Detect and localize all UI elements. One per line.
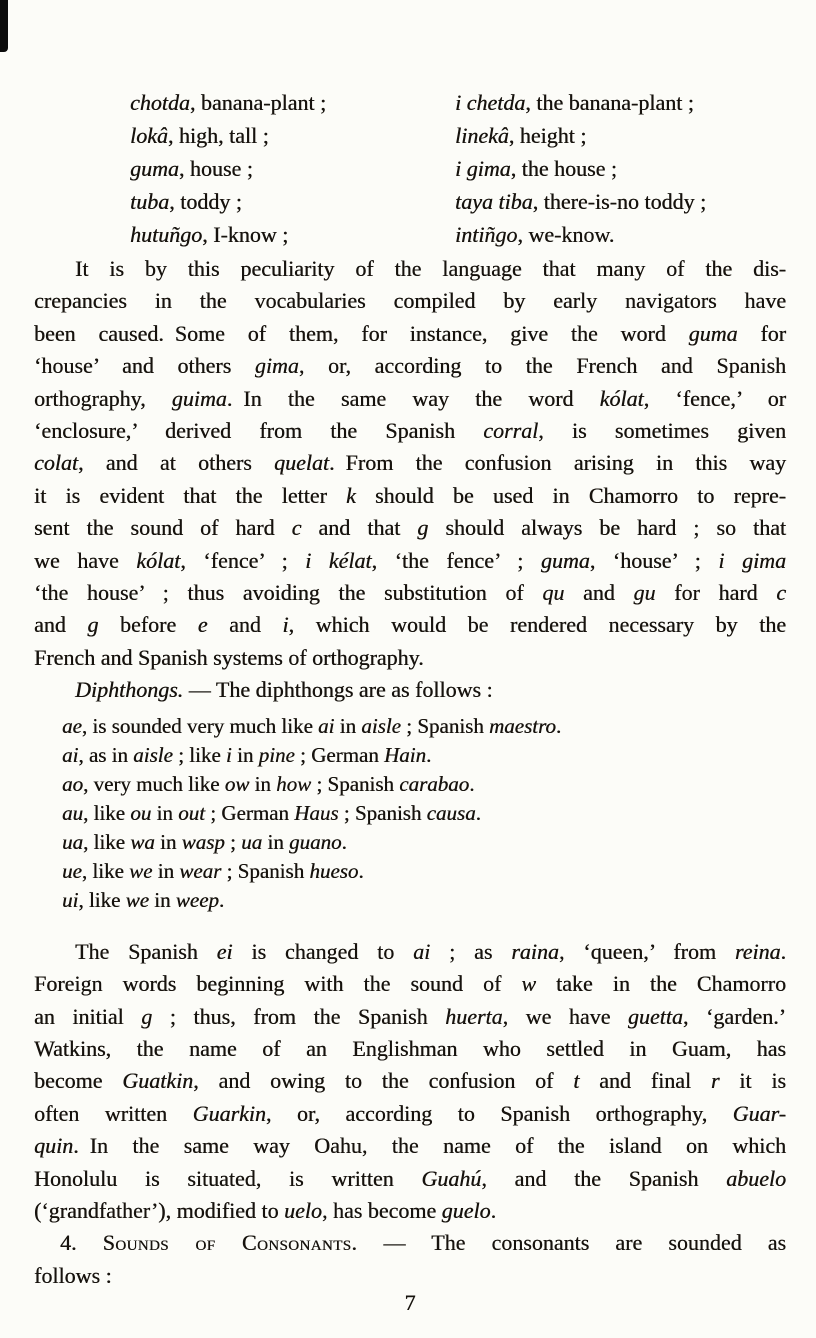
text-segment: , has become	[321, 1197, 442, 1223]
text-line	[34, 1065, 786, 1097]
text-segment: gima	[254, 353, 299, 379]
text-segment: . From the confusion arising in this way	[329, 450, 786, 476]
text-line	[34, 1033, 786, 1065]
text-segment: ; as	[430, 938, 512, 964]
text-segment: in	[231, 742, 259, 767]
text-segment: lokâ	[130, 123, 168, 148]
paragraph-diphthongs-heading	[34, 674, 786, 706]
text-segment: , ‘house’ ;	[589, 547, 719, 573]
text-line	[455, 86, 786, 119]
text-segment: follows :	[34, 1262, 112, 1288]
text-segment: ; Spanish	[338, 800, 427, 825]
text-line	[62, 741, 786, 770]
text-segment: .	[780, 938, 786, 964]
text-line	[34, 253, 786, 285]
text-segment: chotda	[130, 90, 190, 115]
text-segment: , we-know.	[517, 222, 615, 247]
text-segment: huerta	[445, 1003, 503, 1029]
text-line	[455, 218, 786, 251]
text-segment: ei	[216, 938, 233, 964]
text-segment: and that	[301, 515, 418, 541]
text-line	[34, 968, 786, 1000]
text-segment: qu	[542, 580, 565, 606]
text-segment: ; Spanish	[221, 858, 310, 883]
text-segment: should be used in Chamorro to repre-	[355, 482, 786, 508]
text-segment: It is by this peculiarity of the language that many of the dis-	[75, 256, 786, 281]
text-segment: , like	[78, 887, 126, 912]
text-segment: g	[87, 612, 99, 638]
text-segment: k	[346, 482, 356, 508]
text-segment: been caused. Some of them, for instance, give the word	[34, 320, 689, 346]
text-segment: in	[262, 829, 289, 854]
text-segment: , and at others	[78, 450, 275, 476]
text-segment: we	[125, 887, 149, 912]
text-segment: in	[334, 713, 362, 738]
text-segment: , high, tall ;	[167, 123, 269, 148]
text-segment: hueso	[309, 858, 359, 883]
text-line	[130, 119, 455, 152]
text-segment: guetta	[627, 1003, 683, 1029]
text-segment: , ‘garden.’	[682, 1003, 786, 1029]
text-segment: , is sometimes given	[538, 418, 786, 444]
text-segment: ue	[62, 858, 82, 883]
text-segment: , we have	[502, 1003, 628, 1029]
text-line	[34, 1098, 786, 1130]
text-segment: , house ;	[178, 156, 253, 181]
text-segment: and	[564, 580, 634, 606]
text-segment: , ‘fence’ ;	[180, 547, 306, 573]
text-line	[62, 857, 786, 886]
diphthong-list	[62, 712, 786, 915]
text-segment: .	[490, 1197, 497, 1223]
text-segment: for	[737, 320, 786, 346]
page-number: 7	[404, 1290, 416, 1316]
text-segment: reina	[734, 938, 781, 964]
text-segment: linekâ	[455, 123, 509, 148]
text-segment: in	[154, 829, 182, 854]
text-segment: crepancies in the vocabularies compiled by early navigators have	[34, 288, 786, 314]
text-segment: before	[98, 612, 198, 638]
text-line	[34, 512, 786, 544]
text-segment: should always be hard ; so that	[428, 515, 786, 541]
text-segment: we	[129, 858, 153, 883]
text-segment: tuba	[130, 189, 170, 214]
text-line	[34, 285, 786, 317]
text-line	[34, 383, 786, 415]
text-segment: , ‘fence,’ or	[643, 385, 786, 411]
text-segment: taya tiba	[455, 189, 533, 214]
text-segment: w	[521, 971, 537, 997]
text-segment: abuelo	[726, 1165, 786, 1191]
text-segment: and	[34, 612, 88, 638]
text-segment: i	[282, 612, 289, 638]
text-segment: ai	[413, 938, 431, 964]
text-segment: ai	[62, 742, 79, 767]
text-line	[34, 577, 786, 609]
text-segment: , I-know ;	[202, 222, 289, 247]
vocab-column-simple	[130, 86, 455, 251]
text-segment: weep	[175, 887, 219, 912]
text-segment: g	[141, 1003, 153, 1029]
vocab-column-with-article	[455, 86, 786, 251]
text-segment: ;	[224, 829, 242, 854]
text-segment: Foreign words beginning with the sound of	[34, 971, 522, 997]
text-segment: ‘house’ and others	[34, 353, 255, 379]
text-segment: become	[34, 1068, 123, 1094]
text-segment: , toddy ;	[169, 189, 242, 214]
text-segment: guima	[171, 385, 227, 411]
text-segment: .	[469, 771, 475, 796]
text-segment: pine	[258, 742, 295, 767]
text-segment: is changed to	[232, 938, 414, 964]
text-segment: wa	[130, 829, 155, 854]
text-line	[455, 152, 786, 185]
text-segment: ao	[62, 771, 83, 796]
text-segment: 4.	[60, 1230, 103, 1256]
text-line	[34, 318, 786, 350]
text-segment: ai	[318, 713, 335, 738]
text-line	[34, 545, 786, 577]
text-segment: ; Spanish	[311, 771, 400, 796]
text-segment: ; like	[172, 742, 226, 767]
text-segment: .	[341, 829, 347, 854]
text-segment: c	[291, 515, 302, 541]
text-segment: , like	[81, 858, 130, 883]
text-segment: causa	[426, 800, 476, 825]
text-segment: uelo	[284, 1197, 322, 1223]
text-segment: quelat	[274, 450, 330, 476]
text-segment: French and Spanish systems of orthography.	[34, 644, 424, 670]
text-segment: we have	[34, 547, 137, 573]
text-segment: guelo	[441, 1197, 491, 1223]
text-line	[130, 218, 455, 251]
text-segment: , the house ;	[510, 156, 617, 181]
paragraph-sounds-of-consonants	[34, 1227, 786, 1292]
text-segment: for hard	[655, 580, 777, 606]
paragraph-spanish-ei-changes	[34, 936, 786, 1228]
text-segment: ; thus, from the Spanish	[152, 1003, 446, 1029]
text-segment: out	[178, 800, 205, 825]
text-line	[130, 152, 455, 185]
text-segment: quin	[34, 1133, 74, 1159]
text-segment: ; Spanish	[400, 713, 489, 738]
text-segment: kólat	[136, 547, 181, 573]
text-segment: orthography,	[34, 385, 172, 411]
text-segment: ua	[62, 829, 83, 854]
text-line	[34, 350, 786, 382]
text-segment: sent the sound of hard	[34, 515, 292, 541]
text-segment: i	[225, 742, 232, 767]
text-segment: wear	[179, 858, 222, 883]
text-segment: ; German	[204, 800, 295, 825]
text-segment: take in the Chamorro	[536, 971, 786, 997]
text-segment: and	[207, 612, 283, 638]
text-line	[34, 642, 786, 674]
text-segment: raina	[511, 938, 559, 964]
text-segment: , which would be rendered necessary by the	[288, 612, 786, 638]
text-segment: and final	[579, 1068, 711, 1094]
text-segment: i chetda	[455, 90, 526, 115]
text-segment: guma	[130, 156, 179, 181]
text-segment: kólat	[599, 385, 644, 411]
text-segment: .	[358, 858, 364, 883]
text-line	[34, 415, 786, 447]
text-segment: guma	[688, 320, 738, 346]
text-segment: r	[710, 1068, 720, 1094]
text-segment: .	[475, 800, 481, 825]
text-segment: .	[555, 713, 562, 738]
text-segment: Haus	[294, 800, 339, 825]
text-segment: g	[417, 515, 429, 541]
text-line	[34, 936, 786, 968]
text-segment: aisle	[133, 742, 173, 767]
text-segment: , ‘the fence’ ;	[371, 547, 541, 573]
text-line	[130, 86, 455, 119]
text-segment: The Spanish	[75, 938, 217, 964]
text-segment: in	[148, 887, 176, 912]
text-line	[130, 185, 455, 218]
text-line	[34, 1195, 786, 1227]
text-segment: , or, according to the French and Spanish	[298, 353, 787, 379]
text-segment: , height ;	[508, 123, 587, 148]
text-segment: c	[776, 580, 786, 606]
text-segment: i gima	[718, 547, 786, 573]
text-line	[34, 674, 786, 706]
text-segment: it is	[719, 1068, 786, 1094]
text-segment: wasp	[181, 829, 225, 854]
text-line	[34, 447, 786, 479]
text-segment: .	[218, 887, 225, 912]
text-segment: colat	[34, 450, 78, 476]
text-segment: — The consonants are sounded as	[357, 1230, 787, 1256]
text-line	[34, 609, 786, 641]
text-line	[34, 1130, 786, 1162]
text-segment: e	[197, 612, 208, 638]
text-segment: au	[62, 800, 83, 825]
text-line	[455, 119, 786, 152]
text-segment: in	[152, 858, 180, 883]
text-segment: gu	[633, 580, 656, 606]
text-segment: , and the Spanish	[481, 1165, 727, 1191]
text-segment: how	[276, 771, 312, 796]
text-segment: , is sounded very much like	[81, 713, 319, 738]
text-segment: — The diphthongs are as follows :	[183, 677, 493, 703]
text-segment: in	[249, 771, 277, 796]
text-segment: ; German	[294, 742, 384, 767]
text-segment: Guatkin	[122, 1068, 194, 1094]
text-segment: ou	[130, 800, 152, 825]
text-segment: guma	[540, 547, 590, 573]
text-segment: guano	[288, 829, 342, 854]
text-segment: , as in	[78, 742, 134, 767]
text-segment: , like	[83, 800, 131, 825]
text-segment: , ‘queen,’ from	[558, 938, 735, 964]
text-segment: it is evident that the letter	[34, 482, 347, 508]
text-line	[62, 770, 786, 799]
text-segment: often written	[34, 1100, 193, 1126]
text-line	[62, 828, 786, 857]
text-segment: i kélat	[305, 547, 372, 573]
text-segment: ‘the house’ ; thus avoiding the substitution of	[34, 580, 543, 606]
text-segment: ui	[62, 887, 79, 912]
text-segment: Sounds of Consonants.	[102, 1230, 358, 1256]
text-segment: , very much like	[83, 771, 225, 796]
paragraph-orthography-discrepancies	[34, 253, 786, 674]
text-segment: intiñgo	[455, 222, 518, 247]
text-segment: Guarkin	[192, 1100, 266, 1126]
text-segment: Honolulu is situated, is written	[34, 1165, 422, 1191]
text-segment: Guahú	[421, 1165, 482, 1191]
text-segment: .	[426, 742, 432, 767]
text-segment: corral	[483, 418, 539, 444]
text-segment: , the banana-plant ;	[525, 90, 694, 115]
text-line	[34, 1227, 786, 1259]
text-segment: Hain	[384, 742, 426, 767]
text-segment: i gima	[455, 156, 511, 181]
text-segment: Guar-	[732, 1100, 786, 1126]
text-segment: an initial	[34, 1003, 142, 1029]
text-segment: hutuñgo	[130, 222, 203, 247]
text-segment: t	[573, 1068, 580, 1094]
text-segment: , or, according to Spanish orthography,	[265, 1100, 733, 1126]
text-segment: carabao	[399, 771, 470, 796]
text-line	[34, 480, 786, 512]
text-line	[62, 712, 786, 741]
text-segment: , like	[83, 829, 131, 854]
text-segment: ‘enclosure,’ derived from the Spanish	[34, 418, 484, 444]
text-segment: ae	[62, 713, 82, 738]
text-segment: Diphthongs.	[75, 677, 184, 703]
text-segment: Watkins, the name of an Englishman who settled in Guam, has	[34, 1035, 786, 1061]
vocab-example-list	[130, 86, 786, 251]
text-segment: ow	[224, 771, 250, 796]
text-segment: . In the same way the word	[226, 385, 600, 411]
text-segment: (‘grandfather’), modified to	[34, 1197, 285, 1223]
text-segment: . In the same way Oahu, the name of the island on which	[73, 1133, 786, 1159]
text-segment: maestro	[489, 713, 556, 738]
text-segment: in	[151, 800, 179, 825]
text-segment: , and owing to the confusion of	[193, 1068, 574, 1094]
text-line	[62, 799, 786, 828]
text-segment: aisle	[361, 713, 401, 738]
text-line	[62, 886, 786, 915]
text-segment: , there-is-no toddy ;	[532, 189, 707, 214]
text-segment: , banana-plant ;	[189, 90, 327, 115]
text-segment: ua	[241, 829, 263, 854]
text-line	[34, 1001, 786, 1033]
text-line	[455, 185, 786, 218]
text-line	[34, 1163, 786, 1195]
